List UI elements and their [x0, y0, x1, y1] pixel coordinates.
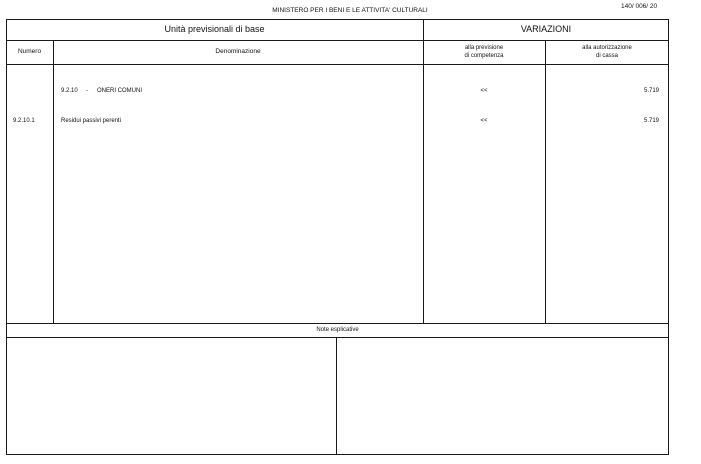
table-body-bottom	[6, 323, 669, 324]
row-1-code: 9.2.10	[61, 88, 78, 94]
row-1-denominazione: ONERI COMUNI	[97, 88, 142, 94]
col-cassa-header-line2: di cassa	[595, 53, 618, 59]
notes-right-panel	[337, 338, 668, 454]
upb-group-title: Unità previsionali di base	[164, 24, 265, 34]
col-cassa-header-line1: alla autorizzazione	[582, 45, 632, 51]
numero-col-divider	[53, 40, 54, 323]
notes-left-panel	[7, 338, 335, 454]
row-1-competenza: <<	[480, 88, 488, 94]
variazioni-group-title: VARIAZIONI	[520, 24, 572, 34]
cassa-col-divider	[545, 40, 546, 323]
row-1-cassa: 5.719	[643, 88, 659, 94]
notes-title: Note esplicative	[316, 327, 359, 333]
row-2-numero: 9.2.10.1	[13, 118, 35, 124]
page-code: 140/ 006/ 20	[621, 3, 658, 10]
col-competenza-header-line2: di competenza	[464, 53, 504, 59]
row-2-denominazione: Residui passivi perenti	[61, 118, 122, 124]
ministry-title: MINISTERO PER I BENI E LE ATTIVITA' CULTURALI	[272, 7, 428, 14]
col-denominazione-header: Denominazione	[215, 48, 261, 55]
col-competenza-header-line1: alla previsione	[464, 45, 504, 51]
column-header-divider	[6, 64, 669, 65]
col-numero-header: Numero	[17, 48, 42, 55]
row-1-separator: -	[86, 88, 88, 94]
row-2-cassa: 5.719	[643, 118, 659, 124]
row-2-competenza: <<	[480, 118, 488, 124]
variazioni-divider	[423, 19, 424, 323]
header-divider	[6, 40, 669, 41]
